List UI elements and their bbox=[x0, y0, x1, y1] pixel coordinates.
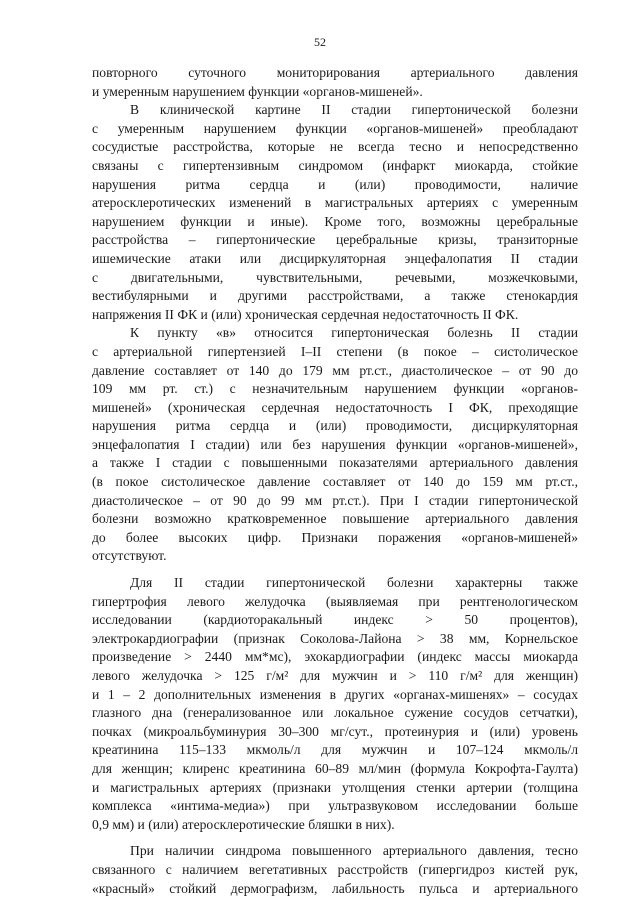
text-line: напряжения II ФК и (или) хроническая сердечная недостаточность II ФК. bbox=[92, 306, 519, 322]
text-line: расстройства – гипертонические церебральные кризы, транзиторные bbox=[92, 232, 578, 248]
text-line: К пункту «в» относится гипертоническая болезнь II стадии bbox=[130, 325, 578, 341]
text-line: почках (микроальбуминурия 30–300 мг/сут., протеинурия и (или) уровень bbox=[92, 723, 578, 739]
text-line: При наличии синдрома повышенного артериального давления, тесно bbox=[130, 843, 578, 859]
text-line: 109 мм рт. ст.) с незначительным нарушением функции «органов- bbox=[92, 381, 578, 397]
text-line: электрокардиографии (признак Соколова-Лайона > 38 мм, Корнельское bbox=[92, 630, 578, 646]
document-body bbox=[92, 64, 578, 898]
text-line: сосудистые расстройства, которые не всегда тесно и непосредственно bbox=[92, 139, 578, 155]
text-line: атеросклеротических изменений в магистральных артериях с умеренным bbox=[92, 195, 578, 211]
text-line: и магистральных артериях (признаки утолщения стенки артерии (толщина bbox=[92, 779, 578, 795]
text-line: связаны с гипертензивным синдромом (инфаркт миокарда, стойкие bbox=[92, 157, 578, 173]
text-line: комплекса «интима-медиа») при ультразвуковом исследовании больше bbox=[92, 798, 578, 814]
text-line: повторного суточного мониторирования артериального давления bbox=[92, 65, 578, 80]
text-line: ишемические атаки или дисциркуляторная энцефалопатия II стадии bbox=[92, 250, 578, 266]
page-number: 52 bbox=[314, 35, 326, 49]
text-line: левого желудочка > 125 г/м² для мужчин и > 110 г/м² для женщин) bbox=[92, 668, 578, 683]
paragraph bbox=[92, 64, 578, 101]
text-line: нарушения ритма сердца и (или) проводимости, дисциркуляторная bbox=[92, 418, 578, 434]
paragraph-gap bbox=[92, 834, 578, 842]
paragraph bbox=[92, 324, 578, 566]
paragraph bbox=[92, 101, 578, 324]
text-line: связанного с наличием вегетативных расстройств (гипергидроз кистей рук, bbox=[92, 861, 578, 877]
text-line: нарушения ритма сердца и (или) проводимости, наличие bbox=[92, 176, 578, 192]
paragraph bbox=[92, 574, 578, 834]
text-line: гипертрофия левого желудочка (выявляемая при рентгенологическом bbox=[92, 593, 578, 609]
paragraph bbox=[92, 842, 578, 898]
text-line: мишеней» (хроническая сердечная недостаточность I ФК, преходящие bbox=[92, 399, 578, 415]
text-line: отсутствуют. bbox=[92, 548, 167, 564]
text-line: а также I стадии с повышенными показателями артериального давления bbox=[92, 455, 578, 471]
text-line: нарушением функции и иные). Кроме того, возможны церебральные bbox=[92, 213, 578, 229]
text-line: для женщин; клиренс креатинина 60–89 мл/мин (формула Кокрофта-Гаулта) bbox=[92, 760, 578, 776]
paragraph-gap bbox=[92, 566, 578, 574]
text-line: до более высоких цифр. Признаки поражения «органов-мишеней» bbox=[92, 529, 578, 545]
text-line: 0,9 мм) и (или) атеросклеротические бляшки в них). bbox=[92, 816, 395, 832]
text-line: исследовании (кардиоторакальный индекс > 50 процентов), bbox=[92, 612, 578, 628]
text-line: энцефалопатия I стадии) или без нарушения функции «органов-мишеней», bbox=[92, 436, 578, 452]
text-line: давление составляет от 140 до 179 мм рт.ст., диастолическое – от 90 до bbox=[92, 362, 578, 378]
text-line: В клинической картине II стадии гипертонической болезни bbox=[130, 102, 578, 118]
text-line: глазного дна (генерализованное или локальное сужение сосудов сетчатки), bbox=[92, 705, 578, 721]
text-line: вестибулярными и другими расстройствами, а также стенокардия bbox=[92, 288, 578, 304]
text-line: произведение > 2440 мм*мс), эхокардиографии (индекс массы миокарда bbox=[92, 649, 578, 665]
text-line: с умеренным нарушением функции «органов-мишеней» преобладают bbox=[92, 120, 578, 136]
text-line: с двигательными, чувствительными, речевыми, мозжечковыми, bbox=[92, 269, 578, 285]
text-line: (в покое систолическое давление составляет от 140 до 159 мм рт.ст., bbox=[92, 474, 578, 490]
text-line: Для II стадии гипертонической болезни характерны также bbox=[130, 575, 578, 591]
text-line: креатинина 115–133 мкмоль/л для мужчин и 107–124 мкмоль/л bbox=[92, 742, 578, 758]
text-line: «красный» стойкий дермографизм, лабильность пульса и артериального bbox=[92, 880, 578, 896]
text-line: с артериальной гипертензией I–II степени (в покое – систолическое bbox=[92, 343, 578, 359]
text-line: и умеренным нарушением функции «органов-мишеней». bbox=[92, 83, 423, 99]
text-line: болезни возможно кратковременное повышение артериального давления bbox=[92, 511, 578, 527]
text-line: и 1 – 2 дополнительных изменения в других «органах-мишенях» – сосудах bbox=[92, 686, 578, 702]
text-line: диастолическое – от 90 до 99 мм рт.ст.). При I стадии гипертонической bbox=[92, 492, 578, 508]
